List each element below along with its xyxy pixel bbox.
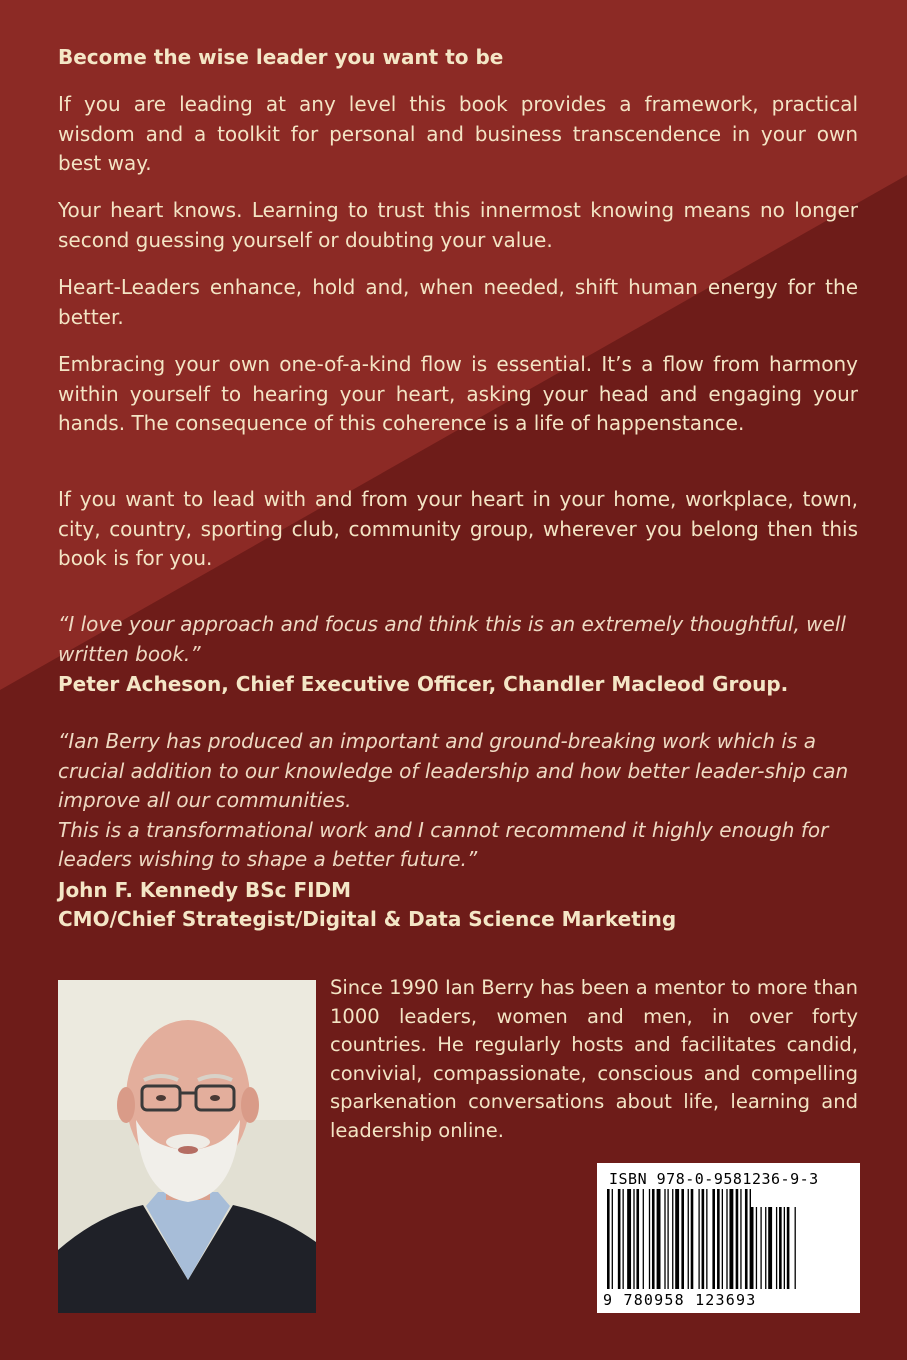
description-paragraph-4: Embracing your own one-of-a-kind flow is essential. It’s a flow from harmony within yourself to hearing your heart, asking your head and engaging your hands. The consequence of this coherence is a life of happenstance.: [58, 352, 858, 435]
cover-heading: Become the wise leader you want to be: [58, 45, 504, 69]
testimonial-quote-2-part-2: This is a transformational work and I cannot recommend it highly enough for leaders wishing to shape a better future.”: [58, 817, 829, 871]
ean-digits: 9 780958 123693: [603, 1291, 757, 1309]
testimonial-attribution-1: Peter Acheson, Chief Executive Officer, Chandler Macleod Group.: [58, 672, 789, 696]
barcode-bars: [601, 1189, 856, 1293]
description-paragraph-2: Your heart knows. Learning to trust this innermost knowing means no longer second guessing yourself or doubting your value.: [58, 198, 858, 252]
author-photo: [58, 980, 316, 1313]
testimonial-attribution-2-name: John F. Kennedy BSc FIDM: [58, 878, 352, 902]
description-paragraph-1: If you are leading at any level this book provides a framework, practical wisdom and a toolkit for personal and business transcendence in your own best way.: [58, 92, 858, 175]
testimonial-attribution-2-title: CMO/Chief Strategist/Digital & Data Science Marketing: [58, 907, 677, 931]
isbn-barcode: [597, 1163, 860, 1313]
author-bio: Since 1990 Ian Berry has been a mentor to more than 1000 leaders, women and men, in over forty countries. He regularly hosts and facilitates candid, convivial, compassionate, conscious and compelling sparkenation conversations about life, learning and leadership online.: [330, 976, 858, 1142]
testimonial-quote-2-part-1: “Ian Berry has produced an important and ground-breaking work which is a crucial addition to our knowledge of leadership and how better leader-ship can improve all our communities.: [58, 729, 849, 812]
description-paragraph-3: Heart-Leaders enhance, hold and, when needed, shift human energy for the better.: [58, 275, 858, 329]
testimonial-quote-2: [58, 727, 858, 875]
testimonial-quote-1: “I love your approach and focus and think this is an extremely thoughtful, well written book.”: [58, 612, 846, 666]
description-paragraph-5: If you want to lead with and from your heart in your home, workplace, town, city, country, sporting club, community group, wherever you belong then this book is for you.: [58, 487, 858, 570]
isbn-label: ISBN 978-0-9581236-9-3: [609, 1170, 819, 1188]
